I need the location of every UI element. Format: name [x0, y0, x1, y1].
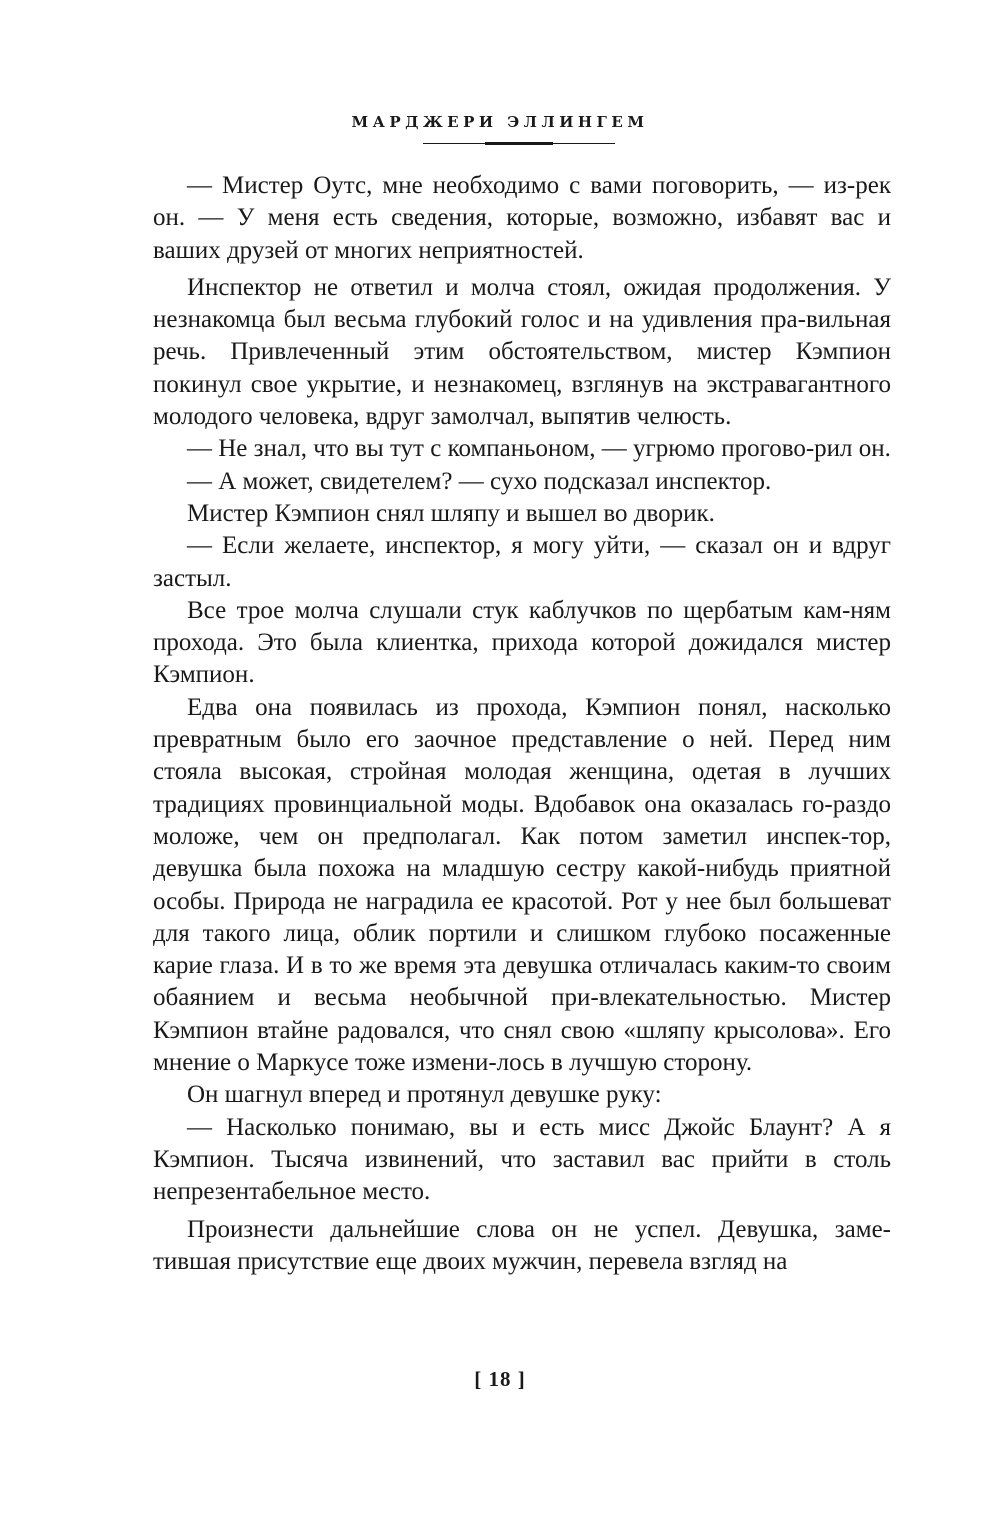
running-title: МАРДЖЕРИ ЭЛЛИНГЕМ: [351, 113, 649, 131]
paragraph: Он шагнул вперед и протянул девушке руку:: [187, 1081, 662, 1109]
paragraph: Мистер Кэмпион снял шляпу и вышел во дворик.: [187, 499, 715, 527]
paragraph: — Мистер Оутс, мне необходимо с вами поговорить, — из-рек он. — У меня есть сведения, которые, возможно, избавят вас и ваших друзей от многих неприятностей.: [153, 172, 891, 264]
paragraph: — Не знал, что вы тут с компаньоном, — угрюмо прогово-рил он.: [187, 435, 891, 463]
paragraph: Произнести дальнейшие слова он не успел. Девушка, заме-тившая присутствие еще двоих мужчин, перевела взгляд на: [153, 1215, 891, 1275]
page-number: [ 18 ]: [474, 1367, 526, 1391]
body-text: [153, 170, 891, 1278]
paragraph: Едва она появилась из прохода, Кэмпион понял, насколько превратным было его заочное представление о ней. Перед ним стояла высокая, стройная молодая женщина, одетая в лучших традициях провинциальной моды. Вдобавок она оказалась го-раздо моложе, чем он предполагал. Как потом заметил инспек-тор, девушка была похожа на младшую сестру какой-нибудь приятной особы. Природа не наградила ее красотой. Рот у нее был большеват для такого лица, облик портили и слишком глубоко посаженные карие глаза. И в то же время эта девушка отличалась каким-то своим обаянием и весьма необычной при-влекательностью. Мистер Кэмпион втайне радовался, что снял свою «шляпу крысолова». Его мнение о Маркусе тоже измени-лось в лучшую сторону.: [153, 693, 891, 1077]
paragraph: — А может, свидетелем? — сухо подсказал инспектор.: [187, 467, 772, 495]
header-rule-accent: [485, 142, 553, 145]
paragraph: Все трое молча слушали стук каблучков по щербатым кам-ням прохода. Это была клиентка, прихода которой дожидался мистер Кэмпион.: [153, 596, 891, 689]
paragraph: Инспектор не ответил и молча стоял, ожидая продолжения. У незнакомца был весьма глубокий голос и на удивления пра-вильная речь. Привлеченный этим обстоятельством, мистер Кэмпион покинул свое укрытие, и незнакомец, взглянув на экстравагантного молодого человека, вдруг замолчал, выпятив челюсть.: [153, 273, 891, 431]
paragraph: — Насколько понимаю, вы и есть мисс Джойс Блаунт? А я Кэмпион. Тысяча извинений, что заставил вас прийти в столь непрезентабельное место.: [153, 1113, 891, 1206]
paragraph: — Если желаете, инспектор, я могу уйти, — сказал он и вдруг застыл.: [153, 532, 891, 592]
